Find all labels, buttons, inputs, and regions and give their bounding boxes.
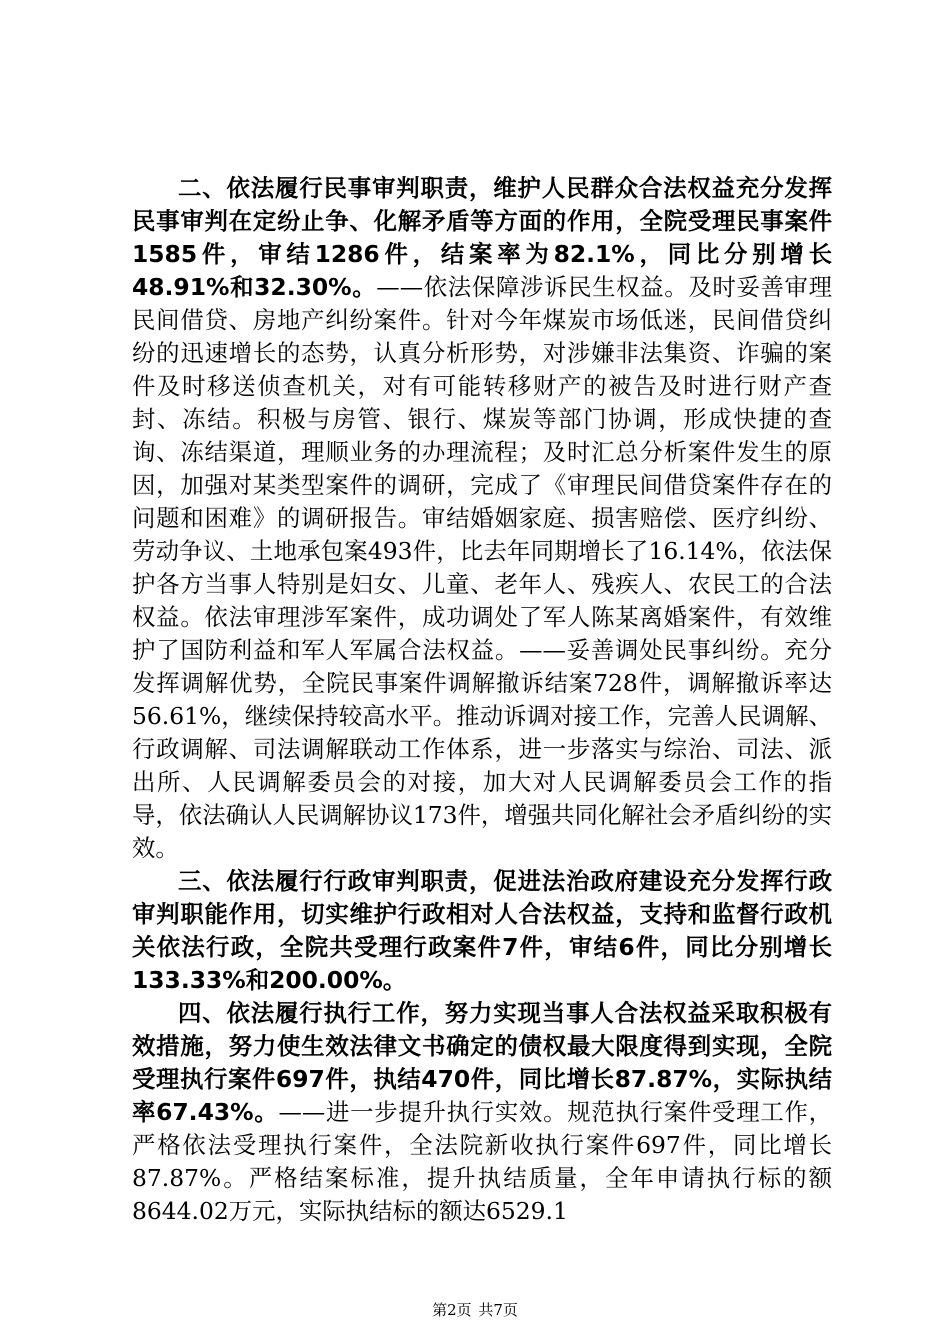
document-body bbox=[132, 172, 832, 1228]
page-total: 共7页 bbox=[478, 1301, 518, 1319]
paragraph-administrative-trial bbox=[132, 865, 832, 997]
page-footer bbox=[0, 1299, 950, 1320]
paragraph-heading: 四、依法履行执行工作，努力实现当事人合法权益采取积极有效措施，努力使生效法律文书确定的债权最大限度得到实现，全院受理执行案件697件，执结470件，同比增长87.87%，实际执结率67.43%。 bbox=[132, 999, 832, 1126]
paragraph-heading: 三、依法履行行政审判职责，促进法治政府建设充分发挥行政审判职能作用，切实维护行政相对人合法权益，支持和监督行政机关依法行政，全院共受理行政案件7件，审结6件，同比分别增长133.33%和200.00%。 bbox=[132, 867, 832, 994]
paragraph-heading: 二、依法履行民事审判职责，维护人民群众合法权益充分发挥民事审判在定纷止争、化解矛盾等方面的作用，全院受理民事案件1585件，审结1286件，结案率为82.1%，同比分别增长48.91%和32.30%。 bbox=[132, 174, 832, 301]
page-number: 第2页 bbox=[432, 1301, 472, 1319]
paragraph-enforcement bbox=[132, 997, 832, 1228]
paragraph-body: ——依法保障涉诉民生权益。及时妥善审理民间借贷、房地产纠纷案件。针对今年煤炭市场低迷，民间借贷纠纷的迅速增长的态势，认真分析形势，对涉嫌非法集资、诈骗的案件及时移送侦查机关，对有可能转移财产的被告及时进行财产查封、冻结。积极与房管、银行、煤炭等部门协调，形成快捷的查询、冻结渠道，理顺业务的办理流程；及时汇总分析案件发生的原因，加强对某类型案件的调研，完成了《审理民间借贷案件存在的问题和困难》的调研报告。审结婚姻家庭、损害赔偿、医疗纠纷、劳动争议、土地承包案493件，比去年同期增长了16.14%，依法保护各方当事人特别是妇女、儿童、老年人、残疾人、农民工的合法权益。依法审理涉军案件，成功调处了军人陈某离婚案件，有效维护了国防利益和军人军属合法权益。——妥善调处民事纠纷。充分发挥调解优势，全院民事案件调解撤诉结案728件，调解撤诉率达56.61%，继续保持较高水平。推动诉调对接工作，完善人民调解、行政调解、司法调解联动工作体系，进一步落实与综治、司法、派出所、人民调解委员会的对接，加大对人民调解委员会工作的指导，依法确认人民调解协议173件，增强共同化解社会矛盾纠纷的实效。 bbox=[132, 273, 832, 862]
paragraph-civil-trial bbox=[132, 172, 832, 865]
paragraph-body: ——进一步提升执行实效。规范执行案件受理工作，严格依法受理执行案件，全法院新收执行案件697件，同比增长87.87%。严格结案标准，提升执结质量，全年申请执行标的额8644.02万元，实际执结标的额达6529.1 bbox=[132, 1098, 832, 1225]
